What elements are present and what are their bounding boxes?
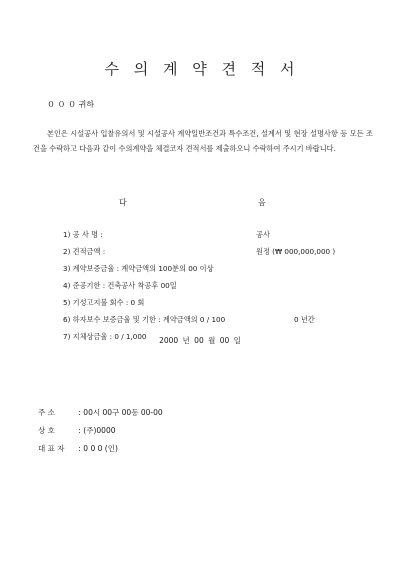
term-text: 4) 준공기한 : 건축공사 착공후 00일 xyxy=(63,281,177,290)
term-right: 공사 xyxy=(256,230,270,239)
heading-eum: 음 xyxy=(258,198,266,207)
term-item-progress-payments xyxy=(63,294,383,311)
term-item-estimate-amount xyxy=(63,243,383,260)
term-text: 3) 계약보증금율 : 계약금액의 100분의 00 이상 xyxy=(63,264,214,273)
term-text: 5) 기성고지불 회수 : 0 회 xyxy=(63,298,145,307)
recipient-line: ０ ０ ０ 귀하 xyxy=(47,100,95,109)
term-text: 1) 공 사 명 : xyxy=(63,230,103,239)
document-title: 수 의 계 약 견 적 서 xyxy=(104,60,296,78)
term-item-project-name xyxy=(63,226,383,243)
representative-label: 대 표 자 xyxy=(38,444,65,453)
signature-address-row xyxy=(38,404,163,422)
representative-value: : 0 0 0 (인) xyxy=(78,444,118,453)
term-right: 0 년간 xyxy=(294,315,315,324)
term-text: 7) 지체상금율 : 0 / 1,000 xyxy=(63,332,147,341)
term-item-contract-deposit xyxy=(63,260,383,277)
company-label: 상 호 xyxy=(38,426,55,435)
signature-representative-row xyxy=(38,440,163,458)
term-right: 원정 (₩ 000,000,000 ) xyxy=(256,247,336,256)
company-value: : (주)0000 xyxy=(78,426,116,435)
term-item-defect-warranty xyxy=(63,311,383,328)
intro-paragraph: 본인은 시설공사 입찰유의서 및 시설공사 계약일반조건과 특수조건, 설계서 및 현장 설명사항 등 모든 조건을 수락하고 다음과 같이 수의계약을 체결코자 견적서를 제출하오니 수락하여 주시기 바랍니다. xyxy=(33,129,373,153)
signature-company-row xyxy=(38,422,163,440)
term-text: 6) 하자보수 보증금율 및 기한 : 계약금액의 0 / 100 xyxy=(63,315,226,324)
address-label: 주 소 xyxy=(38,408,55,417)
heading-da: 다 xyxy=(119,198,127,207)
document-date: 2000 년 00 월 00 일 xyxy=(159,336,241,345)
terms-list xyxy=(63,226,383,345)
address-value: : 00시 00구 00동 00-00 xyxy=(78,408,163,417)
term-item-completion-deadline xyxy=(63,277,383,294)
signature-block xyxy=(38,404,163,458)
term-text: 2) 견적금액 : xyxy=(63,247,106,256)
